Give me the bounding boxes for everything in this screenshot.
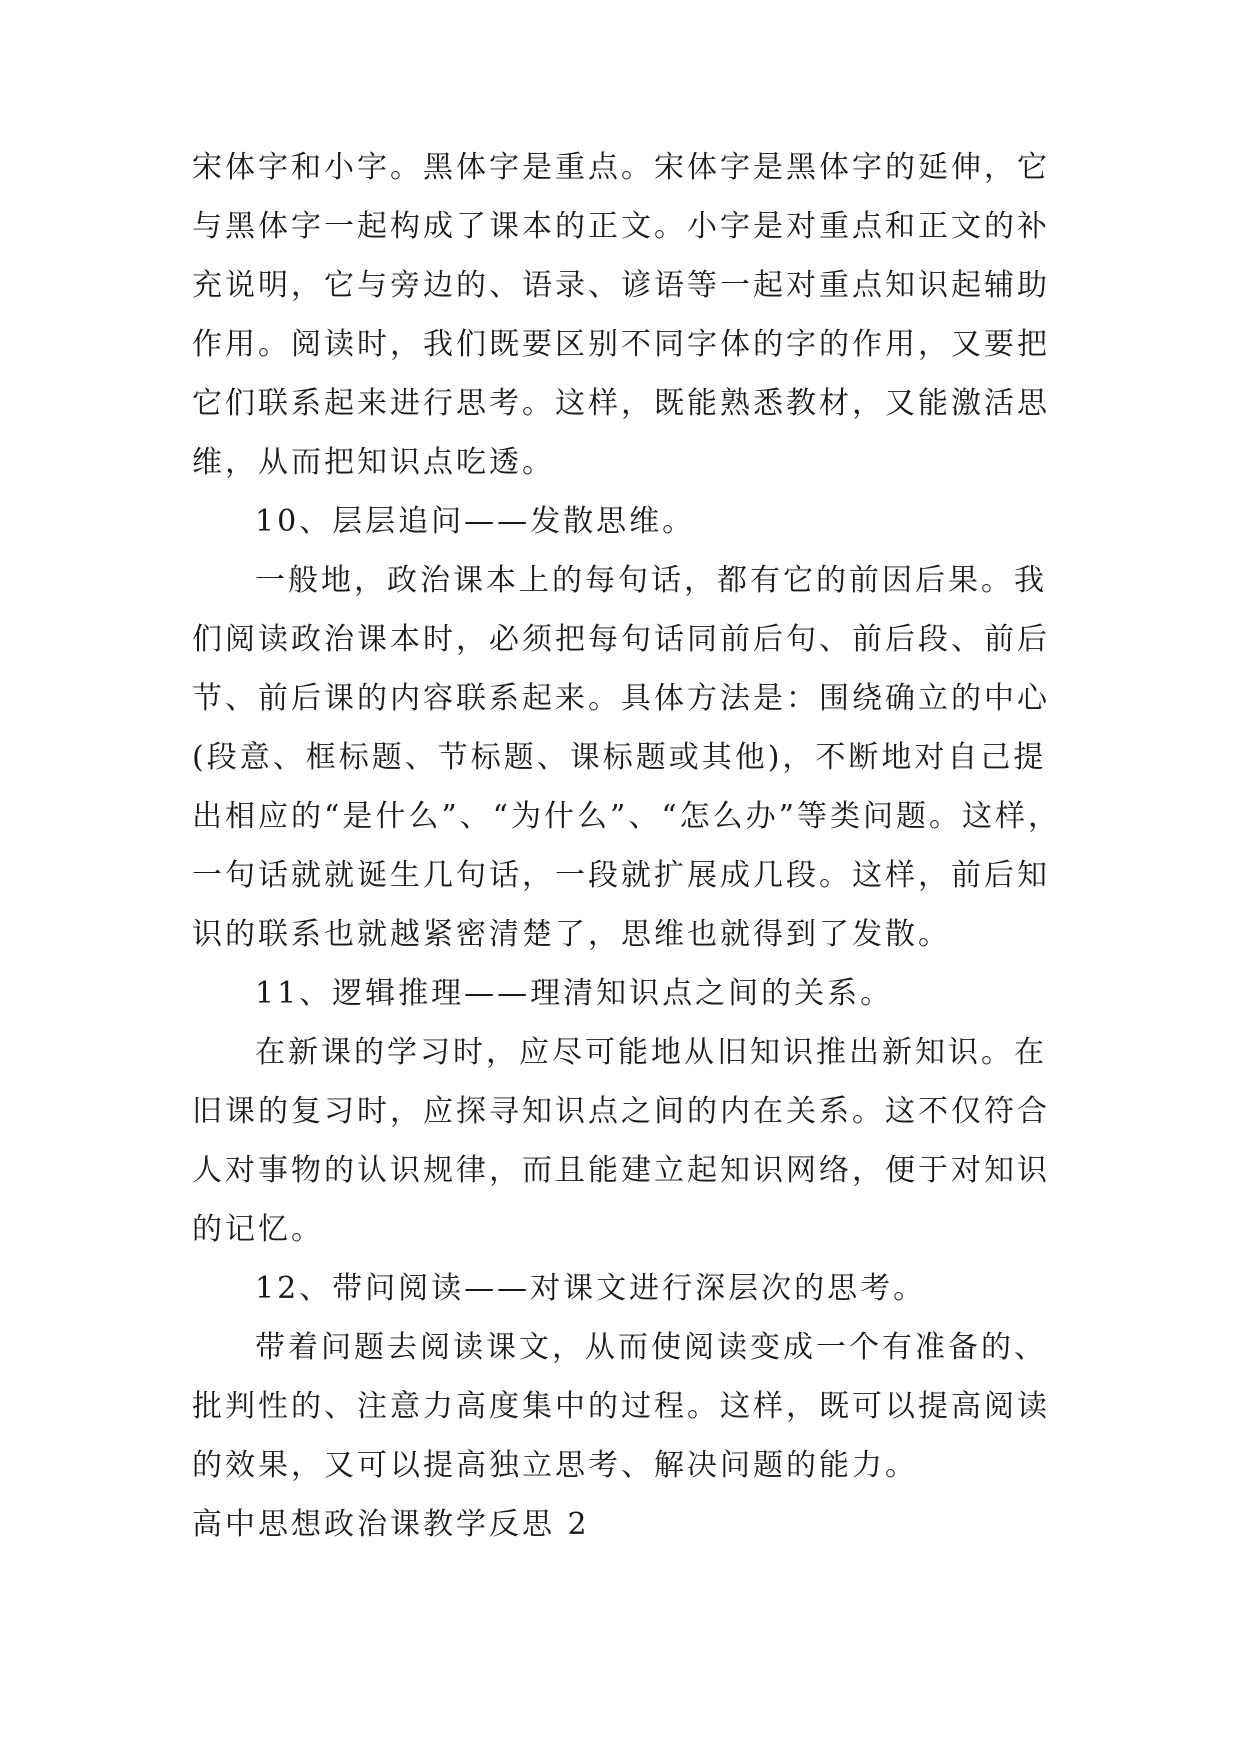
article-title: 高中思想政治课教学反思 2 — [192, 1507, 590, 1542]
paragraph-line: 它们联系起来进行思考。这样，既能熟悉教材，又能激活思 — [192, 386, 1050, 421]
paragraph-line: 节、前后课的内容联系起来。具体方法是：围绕确立的中心 — [192, 681, 1050, 716]
paragraph-line: 人对事物的认识规律，而且能建立起知识网络，便于对知识 — [192, 1153, 1050, 1188]
section-heading-12: 12、带问阅读——对课文进行深层次的思考。 — [255, 1271, 927, 1306]
paragraph-line: 维，从而把知识点吃透。 — [192, 445, 555, 480]
paragraph-line: (段意、框标题、节标题、课标题或其他)，不断地对自己提 — [192, 740, 1047, 775]
paragraph-line: 出相应的“是什么”、“为什么”、“怎么办”等类问题。这样， — [192, 799, 1062, 834]
paragraph-line: 在新课的学习时，应尽可能地从旧知识推出新知识。在 — [255, 1035, 1047, 1070]
paragraph-line: 作用。阅读时，我们既要区别不同字体的字的作用，又要把 — [192, 327, 1050, 362]
section-heading-10: 10、层层追问——发散思维。 — [255, 504, 696, 539]
paragraph-line: 旧课的复习时，应探寻知识点之间的内在关系。这不仅符合 — [192, 1094, 1050, 1129]
paragraph-line: 带着问题去阅读课文，从而使阅读变成一个有准备的、 — [255, 1330, 1047, 1365]
paragraph-line: 一般地，政治课本上的每句话，都有它的前因后果。我 — [255, 563, 1047, 598]
paragraph-line: 们阅读政治课本时，必须把每句话同前后句、前后段、前后 — [192, 622, 1050, 657]
paragraph-line: 的记忆。 — [192, 1212, 324, 1247]
paragraph-line: 宋体字和小字。黑体字是重点。宋体字是黑体字的延伸，它 — [192, 150, 1050, 185]
paragraph-line: 批判性的、注意力高度集中的过程。这样，既可以提高阅读 — [192, 1389, 1050, 1424]
paragraph-line: 一句话就就诞生几句话，一段就扩展成几段。这样，前后知 — [192, 858, 1050, 893]
section-heading-11: 11、逻辑推理——理清知识点之间的关系。 — [255, 976, 894, 1011]
paragraph-line: 的效果，又可以提高独立思考、解决问题的能力。 — [192, 1448, 918, 1483]
paragraph-line: 识的联系也就越紧密清楚了，思维也就得到了发散。 — [192, 917, 951, 952]
paragraph-line: 与黑体字一起构成了课本的正文。小字是对重点和正文的补 — [192, 209, 1050, 244]
paragraph-line: 充说明，它与旁边的、语录、谚语等一起对重点知识起辅助 — [192, 268, 1050, 303]
